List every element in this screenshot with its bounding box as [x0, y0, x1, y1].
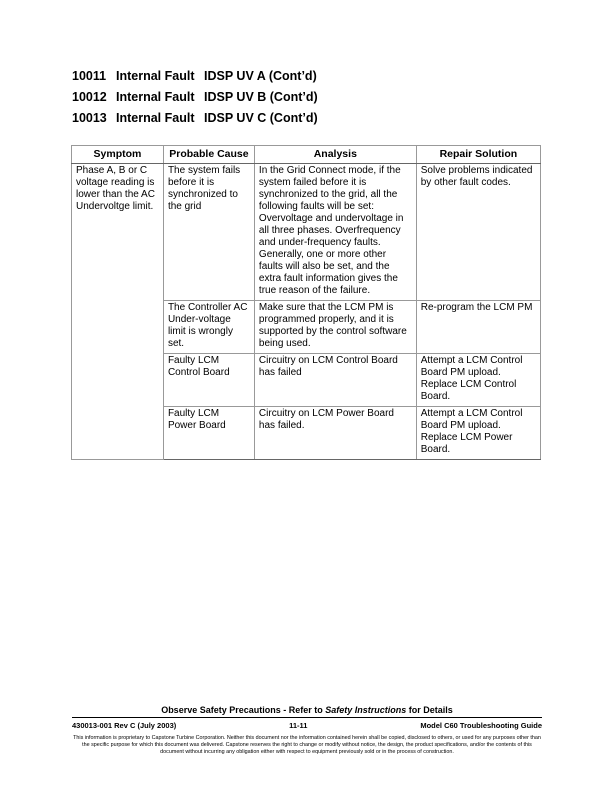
- fault-heading-10011: [72, 66, 318, 87]
- header-repair-solution: Repair Solution: [416, 146, 540, 164]
- analysis-cell: Circuitry on LCM Power Board has failed.: [254, 407, 416, 460]
- fault-type: Internal Fault: [116, 90, 195, 104]
- analysis-cell: In the Grid Connect mode, if the system failed before it is synchronized to the grid, all the following faults will be set: Overvoltage and undervoltage in all three phases. Overfrequency and under-frequency faults. Generally, one or more other faults will also be set, and the extra fault information gives the true reason of the failure.: [254, 164, 416, 301]
- fault-heading-10012: [72, 87, 318, 108]
- table-row: [72, 164, 541, 301]
- safety-instructions-reference: Safety Instructions: [325, 705, 407, 715]
- proprietary-disclaimer: This information is proprietary to Capstone Turbine Corporation. Neither this document nor the information contained herein shall be copied, disclosed to others, or used for any purposes other than the specific purpose for which this document was delivered. Capstone reserves the right to change or modify without notice, the design, the product specifications, and/or the contents of this document without incurring any obligation either with respect to equipment previously sold or in the process of construction.: [73, 735, 541, 755]
- fault-headings: [72, 66, 318, 129]
- fault-name: IDSP UV C (Cont’d): [204, 111, 318, 125]
- header-probable-cause: Probable Cause: [163, 146, 254, 164]
- fault-name: IDSP UV A (Cont’d): [204, 69, 317, 83]
- solution-cell: Solve problems indicated by other fault codes.: [416, 164, 540, 301]
- analysis-cell: Circuitry on LCM Control Board has failed: [254, 354, 416, 407]
- guide-title: Model C60 Troubleshooting Guide: [420, 721, 542, 730]
- safety-suffix: for Details: [406, 705, 453, 715]
- fault-heading-10013: [72, 108, 318, 129]
- fault-code: 10011: [72, 69, 107, 83]
- header-analysis: Analysis: [254, 146, 416, 164]
- table-header-row: [72, 146, 541, 164]
- document-number: 430013-001 Rev C (July 2003): [72, 721, 177, 730]
- analysis-cell: Make sure that the LCM PM is programmed properly, and it is supported by the control software being used.: [254, 301, 416, 354]
- troubleshooting-table: [71, 145, 541, 460]
- fault-name: IDSP UV B (Cont’d): [204, 90, 318, 104]
- cause-cell: The Controller AC Under-voltage limit is wrongly set.: [163, 301, 254, 354]
- fault-code: 10012: [72, 90, 107, 104]
- cause-cell: Faulty LCM Control Board: [163, 354, 254, 407]
- solution-cell: Attempt a LCM Control Board PM upload. Replace LCM Power Board.: [416, 407, 540, 460]
- fault-type: Internal Fault: [116, 69, 195, 83]
- fault-code: 10013: [72, 111, 107, 125]
- safety-notice: [72, 705, 542, 715]
- footer-divider: [72, 717, 542, 718]
- solution-cell: Re-program the LCM PM: [416, 301, 540, 354]
- cause-cell: The system fails before it is synchronized to the grid: [163, 164, 254, 301]
- solution-cell: Attempt a LCM Control Board PM upload. Replace LCM Control Board.: [416, 354, 540, 407]
- page-number: 11-11: [289, 721, 308, 730]
- header-symptom: Symptom: [72, 146, 164, 164]
- safety-prefix: Observe Safety Precautions - Refer to: [161, 705, 326, 715]
- cause-cell: Faulty LCM Power Board: [163, 407, 254, 460]
- footer-info: [72, 721, 542, 730]
- symptom-cell: Phase A, B or C voltage reading is lower than the AC Undervoltge limit.: [72, 164, 164, 460]
- fault-type: Internal Fault: [116, 111, 195, 125]
